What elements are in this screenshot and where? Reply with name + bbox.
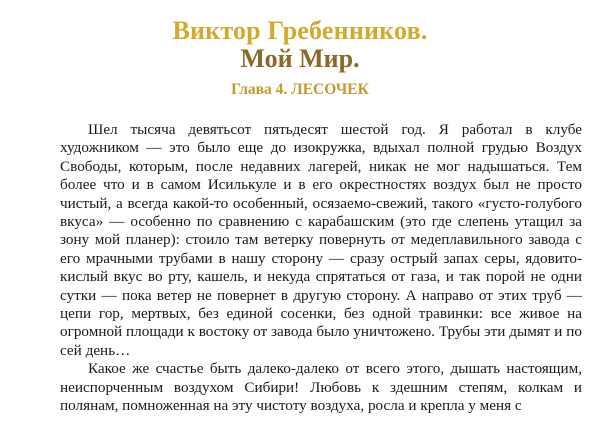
- book-title: Мой Мир.: [240, 44, 360, 73]
- paragraph-2: Какое же счастье быть далеко-далеко от всего этого, дышать настоящим, неиспорченным воздухом Сибири! Любовь к здешним степям, колкам и полянам, помноженная на эту чистоту воздуха, росла и крепла у меня с: [60, 360, 582, 415]
- paragraph-1: Шел тысяча девятьсот пятьдесят шестой год. Я работал в клубе художником — это было еще до изокружка, вдыхал полной грудью Воздух Свободы, которым, после недавних лагерей, никак не мог надышаться. Тем более что и в самом Исилькуле и в его окрестностях воздух был не просто чистый, а всегда какой-то особенный, осязаемо-свежий, такого «густо-голубого вкуса» — особенно по сравнению с карабашским (это где слепень утащил за зону мой планер): стоило там ветерку повернуть от медеплавильного завода с его мрачными трубами в нашу сторону — сразу острый запах серы, ядовито-кислый вкус во рту, кашель, и некуда спрятаться от газа, и так порой не одни сутки — пока ветер не повернет в другую сторону. А направо от этих труб — цепи гор, мертвых, без единой сосенки, без одной травинки: все живое на огромной площади к востоку от завода было уничтожено. Трубы эти дымят и по сей день…: [60, 121, 582, 359]
- author-heading: Виктор Гребенников.: [172, 16, 428, 45]
- chapter-heading: Глава 4. ЛЕСОЧЕК: [231, 81, 369, 98]
- body-text: [60, 121, 582, 416]
